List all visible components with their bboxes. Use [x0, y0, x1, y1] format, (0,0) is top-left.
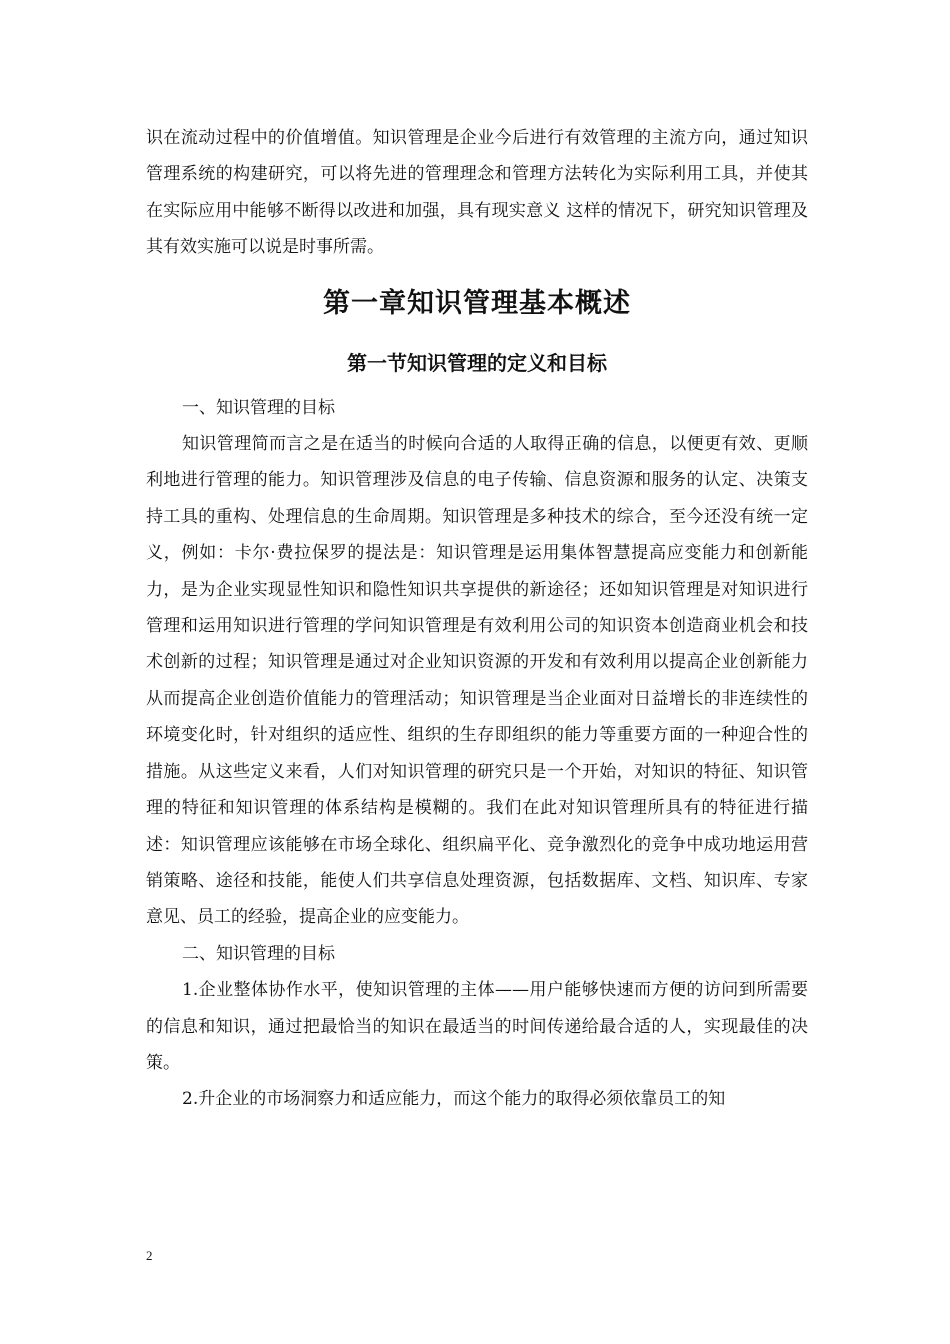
intro-paragraph: 识在流动过程中的价值增值。知识管理是企业今后进行有效管理的主流方向，通过知识管理系统的构建研究，可以将先进的管理理念和管理方法转化为实际利用工具，并使其在实际应用中能够不断得以改进和加强，具有现实意义 这样的情况下，研究知识管理及其有效实施可以说是时事所需。 — [146, 128, 808, 258]
subheading-goals-1: 一、知识管理的目标 — [182, 397, 335, 418]
goal-item-2: 2.升企业的市场洞察力和适应能力，而这个能力的取得必须依靠员工的知 — [182, 1089, 726, 1110]
goal-item-1: 1.企业整体协作水平，使知识管理的主体——用户能够快速而方便的访问到所需要的信息和知识，通过把最恰当的知识在最适当的时间传递给最合适的人，实现最佳的决策。 — [146, 980, 808, 1073]
definition-paragraph: 知识管理简而言之是在适当的时候向合适的人取得正确的信息，以便更有效、更顺利地进行管理的能力。知识管理涉及信息的电子传输、信息资源和服务的认定、决策支持工具的重构、处理信息的生命周期。知识管理是多种技术的综合，至今还没有统一定义，例如：卡尔·费拉保罗的提法是：知识管理是运用集体智慧提高应变能力和创新能力，是为企业实现显性知识和隐性知识共享提供的新途径；还如知识管理是对知识进行管理和运用知识进行管理的学问知识管理是有效利用公司的知识资本创造商业机会和技术创新的过程；知识管理是通过对企业知识资源的开发和有效利用以提高企业创新能力从而提高企业创造价值能力的管理活动；知识管理是当企业面对日益增长的非连续性的环境变化时，针对组织的适应性、组织的生存即组织的能力等重要方面的一种迎合性的措施。从这些定义来看，人们对知识管理的研究只是一个开始，对知识的特征、知识管理的特征和知识管理的体系结构是模糊的。我们在此对知识管理所具有的特征进行描述：知识管理应该能够在市场全球化、组织扁平化、竞争激烈化的竞争中成功地运用营销策略、途径和技能，能使人们共享信息处理资源，包括数据库、文档、知识库、专家意见、员工的经验，提高企业的应变能力。 — [146, 434, 808, 928]
page-content — [146, 120, 808, 1118]
page-number: 2 — [146, 1248, 153, 1263]
chapter-title: 第一章知识管理基本概述 — [323, 287, 631, 319]
section-title: 第一节知识管理的定义和目标 — [347, 350, 607, 375]
subheading-goals-2: 二、知识管理的目标 — [182, 943, 335, 964]
